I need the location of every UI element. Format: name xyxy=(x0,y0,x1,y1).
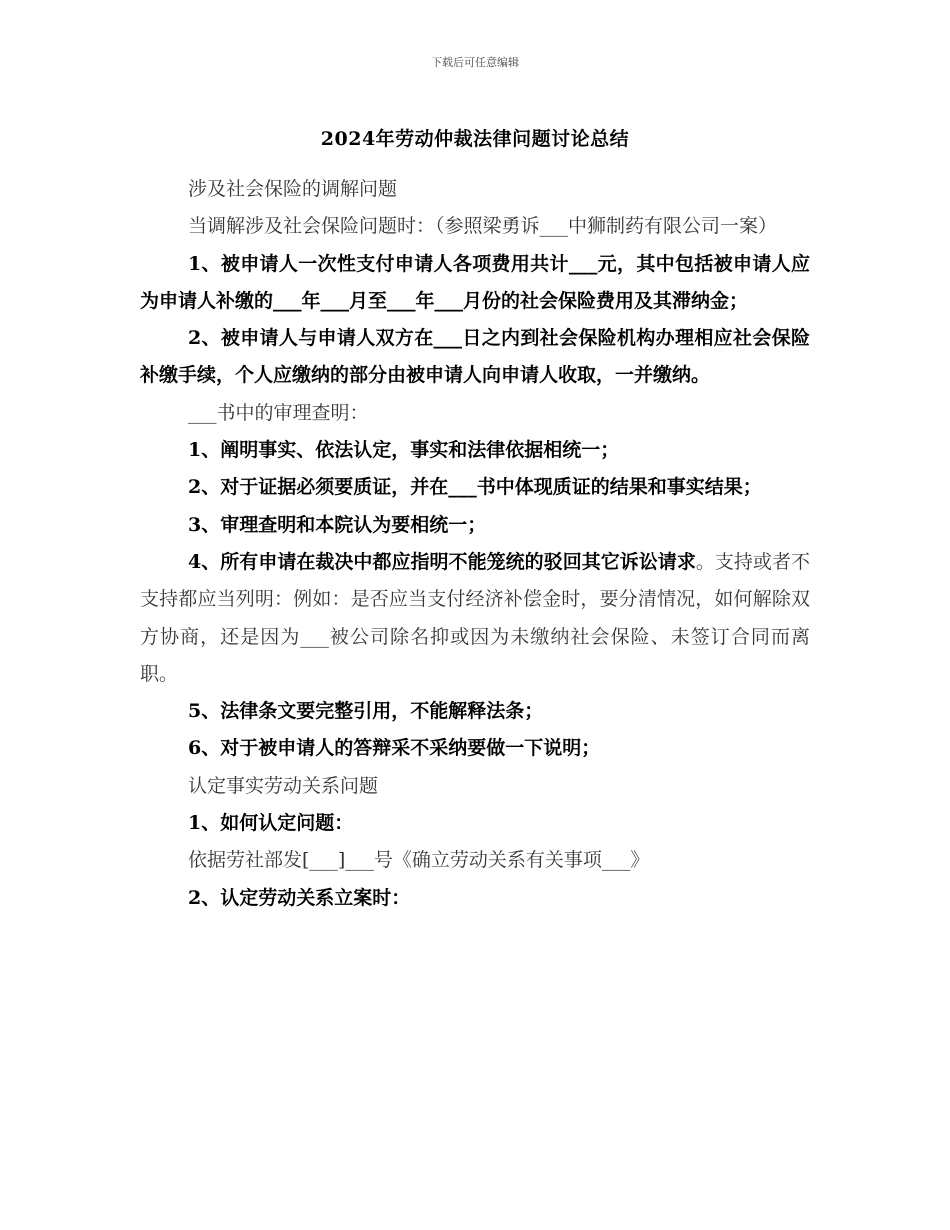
paragraph-mediation-intro: 当调解涉及社会保险问题时：（参照梁勇诉___中狮制药有限公司一案） xyxy=(188,215,778,238)
paragraph-item-2: 2、被申请人与申请人双方在___日之内到社会保险机构办理相应社会保险补缴手续，个人应缴纳的部分由被申请人向申请人收取，一并缴纳。 xyxy=(140,327,810,387)
paragraph-labor-1: 1、如何认定问题： xyxy=(188,812,354,835)
section-heading-trial-findings: ___书中的审理查明： xyxy=(188,401,369,424)
paragraph-finding-4-tail: 。支持或者不支持都应当列明：例如：是否应当支付经济补偿金时，要分清情况，如何解除双方协商，还是因为___被公司除名抑或因为未缴纳社会保险、未签订合同而离职。 xyxy=(140,550,810,685)
paragraph-labor-2: 2、认定劳动关系立案时： xyxy=(188,886,411,909)
paragraph-labor-basis: 依据劳社部发[___]___号《确立劳动关系有关事项___》 xyxy=(188,849,650,872)
paragraph-finding-5: 5、法律条文要完整引用，不能解释法条； xyxy=(188,700,544,723)
paragraph-finding-6: 6、对于被申请人的答辩采不采纳要做一下说明； xyxy=(188,737,601,760)
paragraph-finding-4-bold: 4、所有申请在裁决中都应指明不能笼统的驳回其它诉讼请求 xyxy=(188,550,696,573)
section-heading-social-insurance: 涉及社会保险的调解问题 xyxy=(188,178,398,200)
paragraph-item-1: 1、被申请人一次性支付申请人各项费用共计___元，其中包括被申请人应为申请人补缴的___年___月至___年___月份的社会保险费用及其滞纳金； xyxy=(140,252,810,312)
paragraph-finding-4 xyxy=(140,544,810,693)
section-heading-labor-relation: 认定事实劳动关系问题 xyxy=(188,774,379,797)
paragraph-finding-3: 3、审理查明和本院认为要相统一； xyxy=(188,513,487,536)
paragraph-finding-2: 2、对于证据必须要质证，并在___书中体现质证的结果和事实结果； xyxy=(188,476,762,499)
document-title: 2024年劳动仲裁法律问题讨论总结 xyxy=(320,128,630,150)
paragraph-finding-1: 1、阐明事实、依法认定，事实和法律依据相统一； xyxy=(188,439,620,462)
document-body xyxy=(140,171,810,917)
page-header: 下载后可任意编辑 xyxy=(431,56,519,69)
